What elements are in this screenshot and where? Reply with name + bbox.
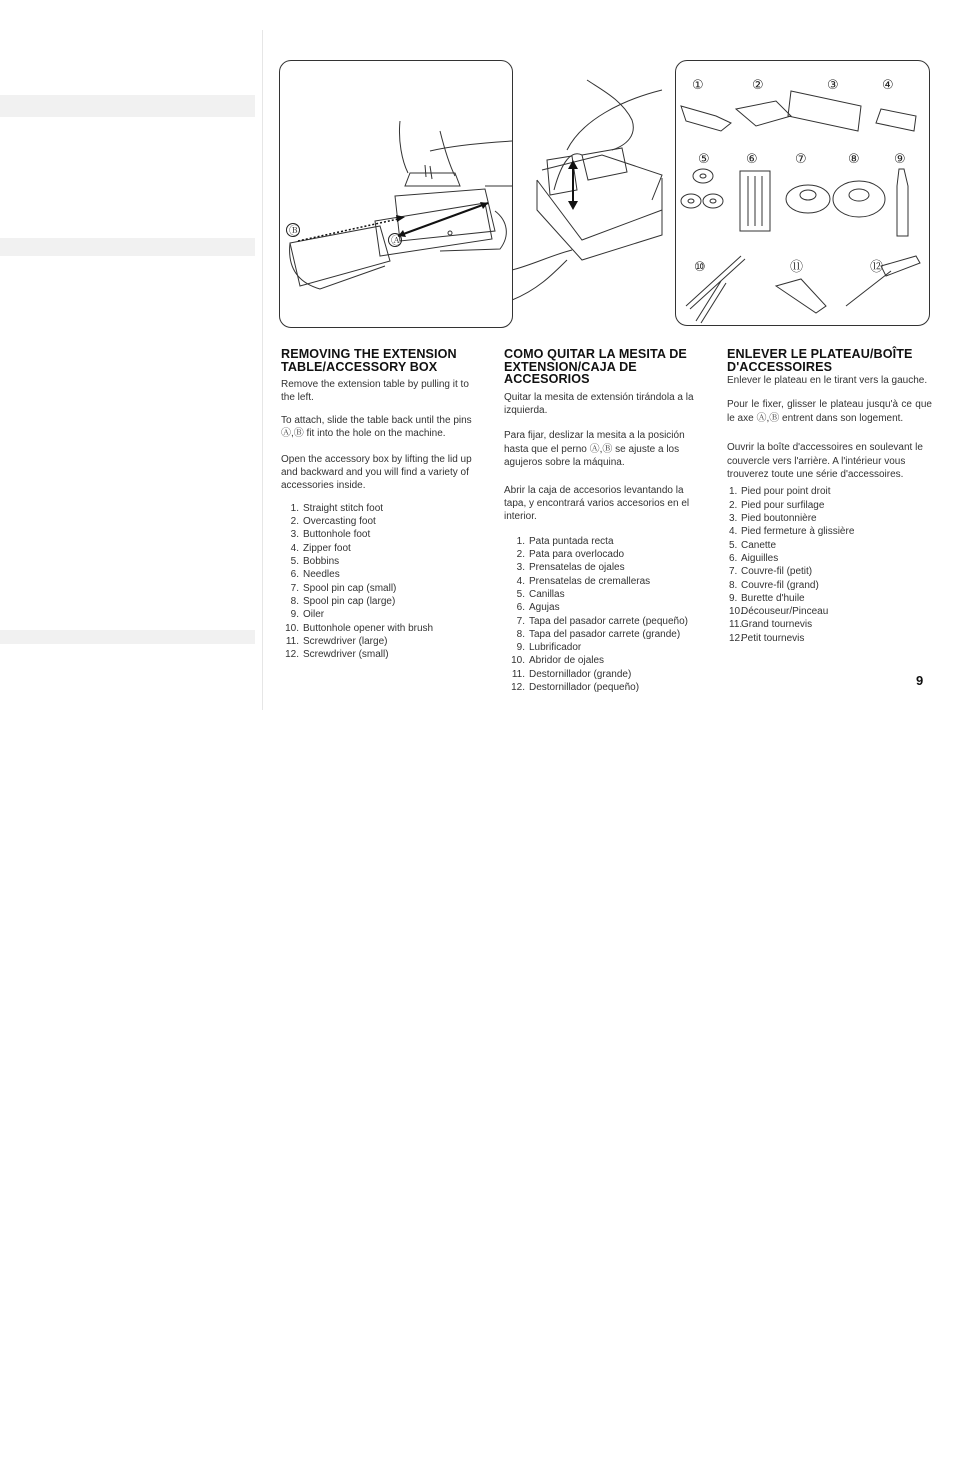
list-item: 4. Zipper foot [290, 542, 351, 554]
accessory-number-4: ④ [882, 78, 894, 93]
english-paragraph-2: To attach, slide the table back until the pins Ⓐ,Ⓑ fit into the hole on the machine. [281, 414, 472, 440]
french-accessory-list [727, 485, 932, 645]
scan-speckle [0, 238, 255, 256]
accessory-number-6: ⑥ [746, 152, 758, 167]
list-item: 6. Agujas [516, 602, 560, 614]
accessory-number-5: ⑤ [698, 152, 710, 167]
list-item: 9. Oiler [290, 609, 325, 621]
french-paragraph-2: Pour le fixer, glisser le plateau jusqu'à ce que le axe Ⓐ,Ⓑ entrent dans son logement. [727, 399, 932, 424]
accessory-number-10: ⑩ [694, 260, 706, 275]
zipper-foot-icon [876, 109, 916, 131]
list-item: 7. Couvre-fil (petit) [729, 566, 813, 578]
spanish-accessory-list [504, 535, 708, 695]
english-column [281, 348, 485, 661]
list-item: 8. Spool pin cap (large) [290, 595, 396, 607]
list-item: 1. Pied pour point droit [729, 486, 831, 498]
list-item: 2. Pata para overlocado [516, 549, 625, 561]
list-item: 10. Buttonhole opener with brush [285, 622, 434, 634]
accessory-number-3: ③ [827, 78, 839, 93]
french-heading: ENLEVER LE PLATEAU/BOÎTE D'ACCESSOIRES [727, 347, 913, 374]
list-item: 3. Prensatelas de ojales [516, 562, 625, 574]
list-item: 11. Destornillador (grande) [511, 668, 632, 680]
list-item: 11. Grand tournevis [729, 619, 813, 631]
list-item: 3. Buttonhole foot [290, 529, 371, 541]
list-item: 9. Burette d'huile [729, 592, 805, 604]
english-paragraph-3: Open the accessory box by lifting the lid up and backward and you will find a variety of accessories inside. [281, 453, 472, 492]
list-item: 5. Bobbins [290, 556, 340, 568]
list-item: 12. Destornillador (pequeño) [511, 682, 640, 694]
french-column [727, 348, 932, 645]
pin-label-a: Ⓐ [391, 234, 402, 247]
list-item: 10. Découseur/Pinceau [729, 606, 829, 618]
buttonhole-foot-icon [788, 91, 861, 131]
list-item: 7. Tapa del pasador carrete (pequeño) [516, 615, 688, 627]
accessory-number-1: ① [692, 78, 704, 93]
sewing-machine-drawing [280, 61, 512, 327]
accessory-number-9: ⑨ [894, 152, 906, 167]
accessory-number-2: ② [752, 78, 764, 93]
spanish-heading: COMO QUITAR LA MESITA DE EXTENSION/CAJA DE ACCESORIOS [504, 347, 687, 386]
list-item: 4. Pied fermeture à glissière [729, 526, 855, 538]
extension-table-illustration [279, 60, 513, 328]
list-item: 2. Overcasting foot [290, 516, 376, 528]
list-item: 5. Canette [729, 539, 777, 551]
accessory-box-illustration [512, 60, 675, 326]
list-item: 6. Aiguilles [729, 552, 779, 564]
accessory-number-11: ⑪ [790, 260, 804, 275]
list-item: 8. Tapa del pasador carrete (grande) [516, 628, 681, 640]
english-paragraph-1: Remove the extension table by pulling it to the left. [281, 379, 469, 404]
list-item: 8. Couvre-fil (grand) [729, 579, 819, 591]
list-item: 4. Prensatelas de cremalleras [516, 575, 651, 587]
english-heading: REMOVING THE EXTENSION TABLE/ACCESSORY BOX [281, 347, 457, 374]
list-item: 5. Canillas [516, 588, 565, 600]
list-item: 7. Spool pin cap (small) [290, 582, 397, 594]
list-item: 10. Abridor de ojales [511, 655, 605, 667]
accessory-number-7: ⑦ [795, 152, 807, 167]
page-gutter-line [262, 30, 263, 710]
spanish-paragraph-1: Quitar la mesita de extensión tirándola a la izquierda. [504, 391, 694, 416]
list-item: 12. Screwdriver (small) [285, 649, 389, 661]
list-item: 3. Pied boutonnière [729, 513, 817, 525]
list-item: 1. Straight stitch foot [290, 502, 384, 514]
spanish-paragraph-2: Para fijar, deslizar la mesita a la posición hasta que el perno Ⓐ,Ⓑ se ajuste a los agujeros sobre la máquina. [504, 430, 685, 469]
french-paragraph-3: Ouvrir la boîte d'accessoires en soulevant le couvercle vers l'arrière. A l'intérieur vous trouverez toute une série d'accessoires. [727, 442, 923, 481]
pin-label-b: Ⓑ [289, 224, 300, 237]
scan-speckle [0, 95, 255, 117]
straight-stitch-foot-icon [681, 106, 731, 131]
page-number: 9 [916, 673, 924, 688]
list-item: 12. Petit tournevis [729, 632, 805, 644]
hand-lifting-lid-drawing [512, 60, 675, 326]
accessories-drawing [676, 61, 929, 325]
spanish-column [504, 348, 708, 694]
accessory-number-8: ⑧ [848, 152, 860, 167]
overcasting-foot-icon [736, 101, 791, 126]
spanish-paragraph-3: Abrir la caja de accesorios levantando la tapa, y encontrará varios accesorios en el interior. [504, 484, 690, 523]
list-item: 2. Pied pour surfilage [729, 499, 825, 511]
accessory-number-12: ⑫ [870, 260, 884, 275]
list-item: 11. Screwdriver (large) [285, 635, 388, 647]
scan-speckle [0, 630, 255, 644]
french-paragraph-1: Enlever le plateau en le tirant vers la gauche. [727, 375, 928, 386]
list-item: 9. Lubrificador [516, 642, 582, 654]
list-item: 6. Needles [290, 569, 340, 581]
list-item: 1. Pata puntada recta [516, 535, 614, 547]
accessories-illustration [675, 60, 930, 326]
english-accessory-list [281, 502, 485, 662]
